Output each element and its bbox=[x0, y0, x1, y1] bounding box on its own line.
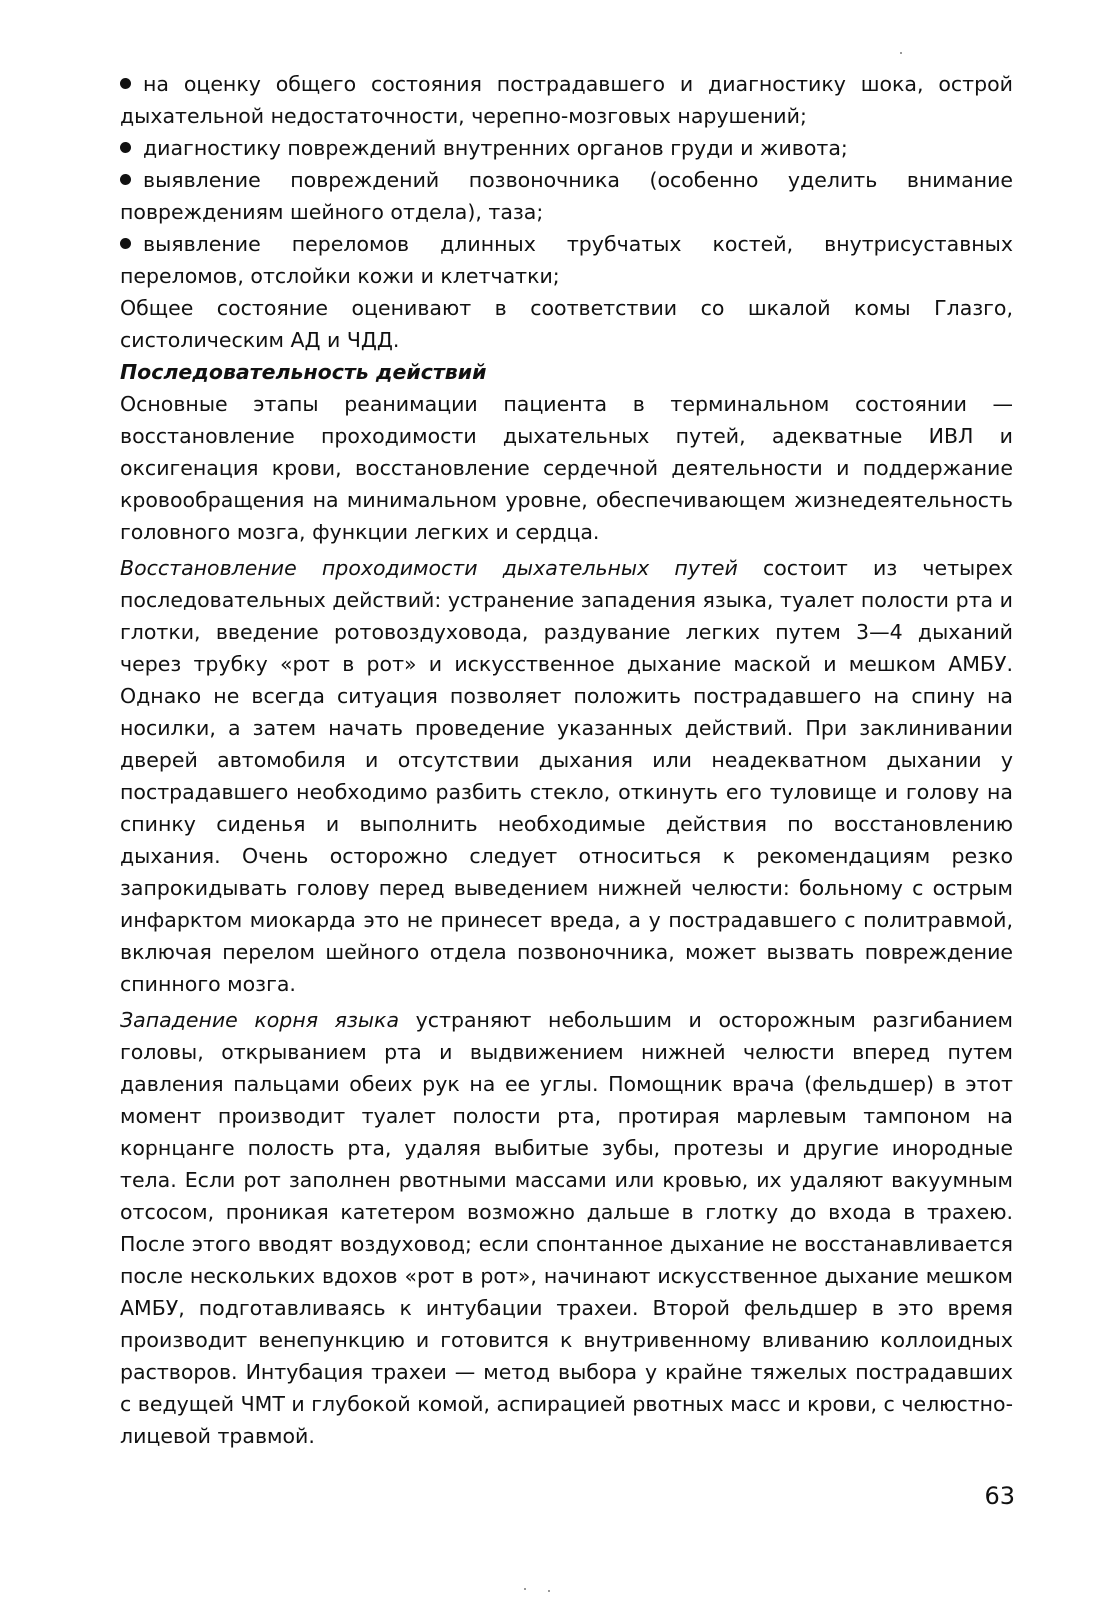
body-text bbox=[120, 68, 1013, 1452]
paragraph-airway bbox=[120, 552, 1013, 1000]
scan-speck bbox=[548, 1590, 550, 1592]
page-number: 63 bbox=[984, 1482, 1015, 1510]
tongue-lead: Западение корня языка bbox=[120, 1008, 400, 1032]
bullet-item: диагностику повреждений внутренних органов груди и живота; bbox=[120, 132, 1013, 164]
scan-speck bbox=[524, 1588, 526, 1590]
bullet-dot-icon bbox=[120, 238, 131, 249]
airway-rest: состоит из четырех последовательных действий: устранение западения языка, туалет полости рта и глотки, введение ротовоздуховода, раздувание легких путем 3—4 дыханий через трубку «рот в рот» и искусственное дыхание маской и мешком АМБУ. Однако не всегда ситуация позволяет положить пострадавшего на спину на носилки, а затем начать проведение указанных действий. При заклинивании дверей автомобиля и отсутствии дыхания или неадекватном дыхании у пострадавшего необходимо разбить стекло, откинуть его туловище и голову на спинку сиденья и выполнить необходимые действия по восстановлению дыхания. Очень осторожно следует относиться к рекомендациям резко запрокидывать голову перед выведением нижней челюсти: больному с острым инфарктом миокарда это не принесет вреда, а у пострадавшего с политравмой, включая перелом шейного отдела позвоночника, может вызвать повреждение спинного мозга. bbox=[120, 556, 1013, 996]
bullet-dot-icon bbox=[120, 174, 131, 185]
scan-speck bbox=[900, 52, 902, 54]
paragraph-general-state: Общее состояние оценивают в соответствии со шкалой комы Глазго, систолическим АД и ЧДД. bbox=[120, 296, 1013, 352]
bullet-item: выявление переломов длинных трубчатых костей, внутрисуставных переломов, отслойки кожи и клетчатки; bbox=[120, 232, 1013, 288]
bullet-item: на оценку общего состояния пострадавшего и диагностику шока, острой дыхательной недостаточности, черепно-мозговых нарушений; bbox=[120, 72, 1013, 128]
bullet-dot-icon bbox=[120, 142, 131, 153]
tongue-rest: устраняют небольшим и осторожным разгибанием головы, открыванием рта и выдвижением нижней челюсти вперед путем давления пальцами обеих рук на ее углы. Помощник врача (фельдшер) в этот момент производит туалет полости рта, протирая марлевым тампоном на корнцанге полость рта, удаляя выбитые зубы, протезы и другие инородные тела. Если рот заполнен рвотными массами или кровью, их удаляют вакуумным отсосом, проникая катетером возможно дальше в глотку до входа в трахею. После этого вводят воздуховод; если спонтанное дыхание не восстанавливается после нескольких вдохов «рот в рот», начинают искусственное дыхание мешком АМБУ, подготавливаясь к интубации трахеи. Второй фельдшер в это время производит венепункцию и готовится к внутривенному вливанию коллоидных растворов. Интубация трахеи — метод выбора у крайне тяжелых пострадавших с ведущей ЧМТ и глубокой комой, аспирацией рвотных масс и крови, с челюстно-лицевой травмой. bbox=[120, 1008, 1014, 1448]
bullet-item: выявление повреждений позвоночника (особенно уделить внимание повреждениям шейного отдела), таза; bbox=[120, 168, 1013, 224]
paragraph-tongue bbox=[120, 1004, 1013, 1452]
bullet-dot-icon bbox=[120, 78, 131, 89]
paragraph-stages: Основные этапы реанимации пациента в терминальном состоянии — восстановление проходимости дыхательных путей, адекватные ИВЛ и оксигенация крови, восстановление сердечной деятельности и поддержание кровообращения на минимальном уровне, обеспечивающем жизнедеятельность головного мозга, функции легких и сердца. bbox=[120, 392, 1013, 544]
airway-lead: Восстановление проходимости дыхательных путей bbox=[120, 556, 738, 580]
section-heading: Последовательность действий bbox=[120, 360, 487, 384]
